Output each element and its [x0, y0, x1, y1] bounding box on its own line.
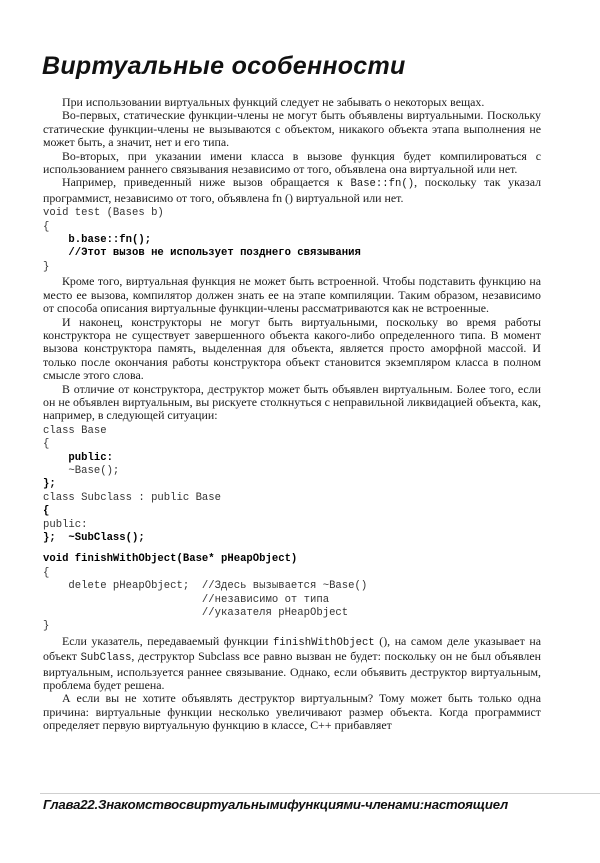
code-line: //указателя pHeapObject — [43, 607, 349, 620]
code-block-classes — [43, 425, 541, 634]
code-line: void test (Bases b) — [43, 207, 164, 220]
section-body — [43, 96, 541, 733]
paragraph-inline-functions: Кроме того, виртуальная функция не может быть встроенной. Чтобы подставить функцию на место ее вызова, компилятор должен знать ее на этапе компиляции. Таким образом, независимо от способа описания виртуальные функции-члены рассматриваются как не встроенные. — [43, 274, 541, 316]
code-line: ~Base(); — [43, 464, 120, 477]
inline-code: finishWithObject — [272, 636, 375, 649]
code-gap — [43, 545, 541, 553]
inline-code: SubClass — [80, 652, 132, 665]
code-line: }; ~SubClass(); — [43, 532, 145, 544]
chapter-footer: Глава22.Знакомствосвиртуальнымифункциями-членами:настоящиел — [43, 797, 509, 812]
code-line: class Base — [43, 424, 107, 437]
code-line: //независимо от типа — [43, 593, 330, 606]
text: , деструктор Subclass все равно вызван не будет: поскольку он не был объявлен виртуальным, используется раннее связывание. Однако, если объявить деструктор виртуальным, проблема будет решена. — [43, 649, 541, 693]
paragraph-destructors: В отличие от конструктора, деструктор может быть объявлен виртуальным. Более того, если он не объявлен виртуальным, вы рискуете столкнуться с неправильной ликвидацией объекта, как, например, в следующей ситуации: — [43, 381, 541, 423]
text: Если указатель, передаваемый функции — [62, 633, 273, 648]
paragraph-example-call — [43, 176, 541, 205]
paragraph-intro: При использовании виртуальных функций следует не забывать о некоторых вещах. — [62, 95, 485, 109]
inline-code: Base::fn() — [350, 178, 415, 191]
code-line: //Этот вызов не использует позднего связывания — [43, 247, 361, 260]
paragraph-early-binding: Во-вторых, при указании имени класса в вызове функция будет компилироваться с использованием раннего связывания независимо от того, объявлена она виртуальной или нет. — [43, 148, 541, 177]
code-line: { — [43, 505, 50, 518]
text: Например, приведенный ниже вызов обращается к — [62, 175, 351, 190]
text: , поскольку так указал программист, независимо от того, объявлена fn () виртуальной или нет. — [43, 175, 542, 205]
code-line: public: — [43, 518, 88, 531]
code-line: }; — [43, 478, 56, 491]
paragraph-constructors: И наконец, конструкторы не могут быть виртуальными, поскольку во время работы конструктора не существует завершенного объекта какого-либо определенного типа. В момент вызова конструктора память, выделенная для объекта, является просто аморфной массой. И только после окончания работы конструктора объект становится экземпляром класса в полном смысле этого слова. — [43, 314, 541, 383]
paragraph-why-not-virtual: А если вы не хотите объявлять деструктор виртуальным? Тому может быть только одна причина: виртуальные функции несколько увеличивают размер объекта. Когда программист определяет первую виртуальную функцию в классе, C++ прибавляет — [43, 691, 541, 733]
footer-divider — [40, 793, 600, 794]
code-line: } — [43, 260, 50, 273]
code-line: delete pHeapObject; //Здесь вызывается ~Base() — [43, 580, 368, 593]
code-line: public: — [43, 451, 113, 464]
code-line: void finishWithObject(Base* pHeapObject) — [43, 553, 298, 566]
code-line: b.base::fn(); — [43, 234, 152, 247]
code-line: { — [43, 438, 50, 451]
code-line: { — [43, 566, 50, 579]
paragraph-early-binding-problem — [43, 635, 541, 693]
code-line: { — [43, 220, 50, 233]
paragraph-static-functions: Во-первых, статические функции-члены не могут быть объявлены виртуальными. Поскольку статические функции-члены не вызываются с объектом, никакого объекта этапа выполнения не может быть, а значит, нет и его типа. — [43, 108, 541, 150]
text: (), на самом деле указывает на объект — [43, 633, 541, 664]
code-line: } — [43, 620, 50, 633]
section-title: Виртуальные особенности — [42, 52, 406, 80]
code-line: class Subclass : public Base — [43, 491, 222, 504]
code-block-test — [43, 207, 541, 274]
